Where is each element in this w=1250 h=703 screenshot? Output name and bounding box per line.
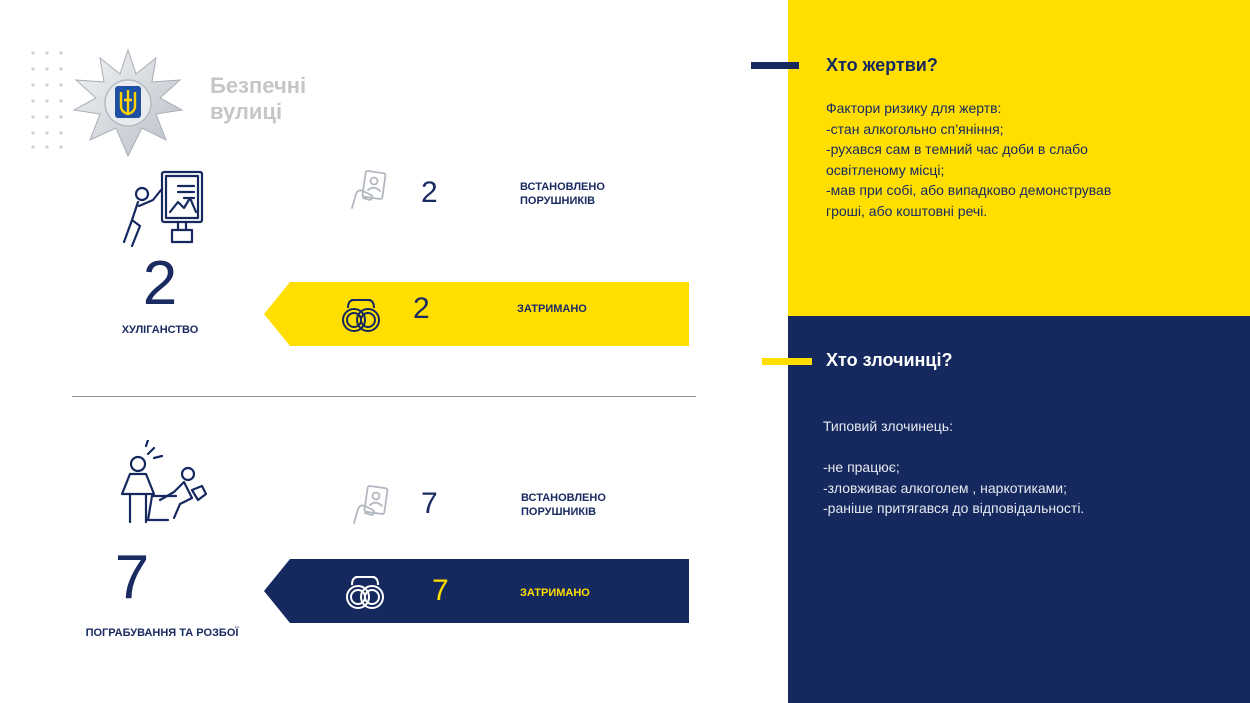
robbery-detained-label: ЗАТРИМАНО [520,587,590,599]
robbery-detained-banner [264,559,689,623]
hooliganism-count: 2 [142,249,178,318]
robbery-identified-value: 7 [421,487,438,520]
offenders-heading-accent [762,358,812,365]
dot-grid-decoration [30,50,64,150]
hooliganism-detained-label: ЗАТРИМАНО [517,303,587,315]
vandalism-icon [118,168,208,248]
hooliganism-identified-label [520,180,605,208]
robbery-icon [114,440,210,528]
hooliganism-detained-value: 2 [413,292,430,325]
brand-title [210,73,306,125]
hooliganism-identified-value: 2 [421,176,438,209]
id-card-hand-icon [350,483,392,527]
robbery-label: ПОГРАБУВАННЯ ТА РОЗБОЇ [85,627,239,639]
victims-body: Фактори ризику для жертв: -стан алкогольно сп’яніння; -рухався сам в темний час доби в слабо освітленому місці; -мав при собі, або випадково демонстрував гроші, або коштовні речі. [826,100,1112,219]
identified-label-line2: ПОРУШНИКІВ [520,195,596,207]
robbery-identified-label [521,491,606,519]
offenders-body: Типовий злочинець: -не працює; -зловживає алкоголем , наркотиками; -раніше притягався до відповідальності. [823,418,1085,516]
brand-title-line1: Безпечні [210,73,307,98]
section-divider [72,396,696,397]
offenders-title: Хто злочинці? [826,350,953,370]
robbery-detained-value: 7 [432,574,449,607]
victims-title: Хто жертви? [826,55,938,75]
police-badge-logo [72,48,184,158]
hooliganism-label: ХУЛІГАНСТВО [121,324,199,336]
hooliganism-detained-banner [264,282,689,346]
id-card-hand-icon [348,168,390,212]
robbery-count: 7 [114,543,150,612]
identified-label-line1: ВСТАНОВЛЕНО [521,492,606,504]
identified-label-line2: ПОРУШНИКІВ [521,506,597,518]
brand-title-line2: вулиці [210,99,283,124]
victims-heading-accent [751,62,799,69]
identified-label-line1: ВСТАНОВЛЕНО [520,181,605,193]
